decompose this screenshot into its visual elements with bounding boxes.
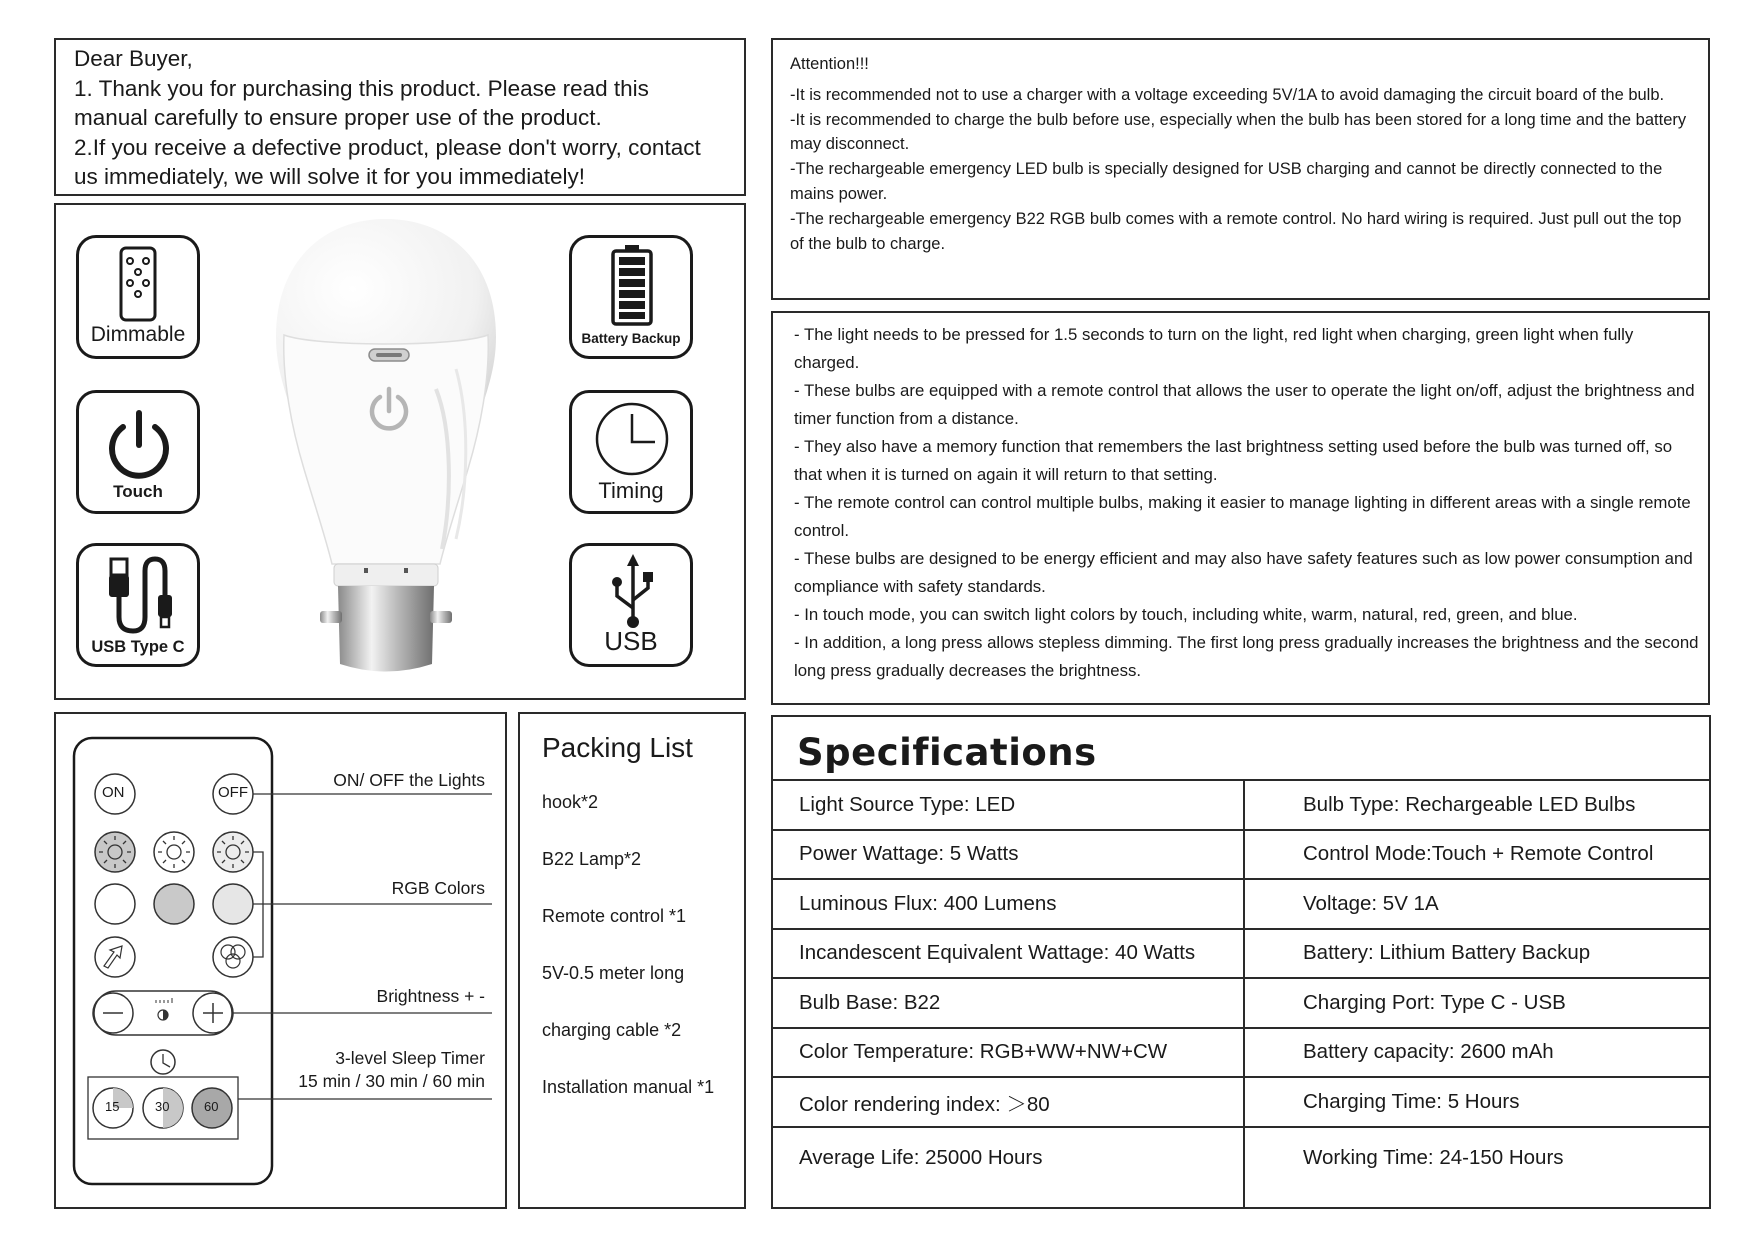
attention-box — [771, 38, 1710, 300]
usb-label: USB — [604, 626, 658, 656]
usb-cable-icon — [107, 555, 177, 637]
salutation: Dear Buyer, — [74, 46, 193, 71]
spec-cell: Bulb Type: Rechargeable LED Bulbs — [1303, 792, 1636, 816]
spec-cell: Incandescent Equivalent Wattage: 40 Watts — [799, 941, 1196, 965]
label-timer-options: 15 min / 30 min / 60 min — [298, 1071, 485, 1091]
spec-cell: Voltage: 5V 1A — [1303, 891, 1439, 915]
spec-cell: Control Mode:Touch + Remote Control — [1303, 842, 1654, 866]
packing-list-title: Packing List — [542, 732, 693, 763]
spec-row — [773, 1128, 1709, 1188]
timing-label: Timing — [598, 478, 664, 503]
dear-buyer-box — [54, 38, 746, 196]
timer-15: 15 — [105, 1099, 120, 1114]
usb-icon — [608, 552, 658, 630]
packing-item: 5V-0.5 meter long — [542, 963, 685, 983]
attention-item: -The rechargeable emergency B22 RGB bulb comes with a remote control. No hard wiring is required. Just pull out the top of the bulb to charge. — [790, 209, 1682, 253]
label-timer: 3-level Sleep Timer — [335, 1048, 485, 1068]
spec-cell: Charging Port: Type C - USB — [1303, 990, 1566, 1014]
note-item: - These bulbs are designed to be energy efficient and may also have safety features such as low power consumption and compliance with safety standards. — [794, 549, 1693, 596]
feature-icons-panel — [54, 203, 746, 700]
label-rgb: RGB Colors — [391, 878, 485, 898]
usb-feature — [569, 543, 693, 667]
spec-cell: Power Wattage: 5 Watts — [799, 842, 1019, 866]
battery-backup-feature — [569, 235, 693, 359]
packing-item: B22 Lamp*2 — [542, 849, 642, 869]
thanks-line: 1. Thank you for purchasing this product. Please read this manual carefully to ensure proper use of the product. — [74, 75, 649, 130]
spec-cell: Bulb Base: B22 — [799, 990, 941, 1014]
spec-cell: Working Time: 24-150 Hours — [1303, 1145, 1564, 1169]
dimmable-label: Dimmable — [90, 323, 186, 346]
usb-type-c-feature — [76, 543, 200, 667]
label-brightness: Brightness + - — [376, 986, 485, 1006]
spec-table — [773, 779, 1709, 1207]
specifications-box — [771, 715, 1711, 1209]
note-item: - In touch mode, you can switch light colors by touch, including white, warm, natural, red, green, and blue. — [794, 605, 1578, 624]
spec-row — [773, 930, 1709, 980]
packing-item: hook*2 — [542, 792, 599, 812]
touch-label: Touch — [113, 482, 163, 501]
spec-cell: Color rendering index: ＞80 — [799, 1092, 1050, 1116]
spec-cell: Color Temperature: RGB+WW+NW+CW — [799, 1040, 1168, 1064]
spec-row — [773, 1029, 1709, 1079]
bulb-illustration — [256, 219, 516, 689]
power-icon — [104, 409, 174, 481]
spec-row — [773, 979, 1709, 1029]
on-button: ON — [102, 784, 125, 801]
touch-feature — [76, 390, 200, 514]
timing-feature — [569, 390, 693, 514]
timer-30: 30 — [155, 1099, 170, 1114]
packing-item: charging cable *2 — [542, 1020, 682, 1040]
sun-icon-buttons — [95, 832, 253, 872]
spec-row — [773, 781, 1709, 831]
note-item: - The remote control can control multiple bulbs, making it easier to manage lighting in different areas with a single remote control. — [794, 493, 1691, 540]
spec-row — [773, 880, 1709, 930]
attention-heading: Attention!!! — [790, 55, 869, 73]
note-item: - In addition, a long press allows stepless dimming. The first long press gradually increases the brightness and the second long press gradually decreases the brightness. — [794, 633, 1699, 680]
spec-cell: Luminous Flux: 400 Lumens — [799, 891, 1057, 915]
packing-item: Installation manual *1 — [542, 1077, 715, 1097]
attention-item: -The rechargeable emergency LED bulb is specially designed for USB charging and cannot be directly connected to the mains power. — [790, 160, 1663, 203]
clock-icon — [593, 400, 671, 478]
attention-item: -It is recommended to charge the bulb before use, especially when the bulb has been stored for a long time and the battery may disconnect. — [790, 110, 1687, 154]
spec-row — [773, 1078, 1709, 1128]
remote-icon — [118, 245, 158, 323]
spec-cell: Charging Time: 5 Hours — [1303, 1089, 1520, 1113]
spec-cell: Battery capacity: 2600 mAh — [1303, 1040, 1554, 1064]
note-item: - They also have a memory function that remembers the last brightness setting used before the bulb was turned off, so that when it is turned on again it will return to that setting. — [794, 437, 1673, 484]
defective-line: 2.If you receive a defective product, please don't worry, contact us immediately, we will solve it for you immediately! — [74, 134, 701, 189]
spec-cell: Battery: Lithium Battery Backup — [1303, 941, 1591, 965]
spec-cell: Light Source Type: LED — [799, 792, 1016, 816]
attention-item: -It is recommended not to use a charger with a voltage exceeding 5V/1A to avoid damaging the circuit board of the bulb. — [790, 85, 1665, 104]
usage-notes-box — [771, 311, 1710, 705]
packing-list-box — [518, 712, 746, 1209]
spec-cell: Average Life: 25000 Hours — [799, 1145, 1043, 1169]
remote-diagram-panel — [54, 712, 507, 1209]
specifications-title: Specifications — [797, 731, 1097, 774]
label-onoff: ON/ OFF the Lights — [333, 770, 485, 790]
note-item: - These bulbs are equipped with a remote control that allows the user to operate the light on/off, adjust the brightness and timer function from a distance. — [794, 381, 1695, 428]
dimmable-feature — [76, 235, 200, 359]
timer-60: 60 — [204, 1099, 219, 1114]
packing-item: Remote control *1 — [542, 906, 687, 926]
note-item: - The light needs to be pressed for 1.5 seconds to turn on the light, red light when charging, green light when fully charged. — [794, 325, 1634, 372]
battery-backup-label: Battery Backup — [581, 331, 681, 346]
usb-type-c-label: USB Type C — [91, 638, 185, 656]
spec-row — [773, 831, 1709, 881]
battery-icon — [610, 244, 654, 326]
off-button: OFF — [218, 784, 248, 801]
